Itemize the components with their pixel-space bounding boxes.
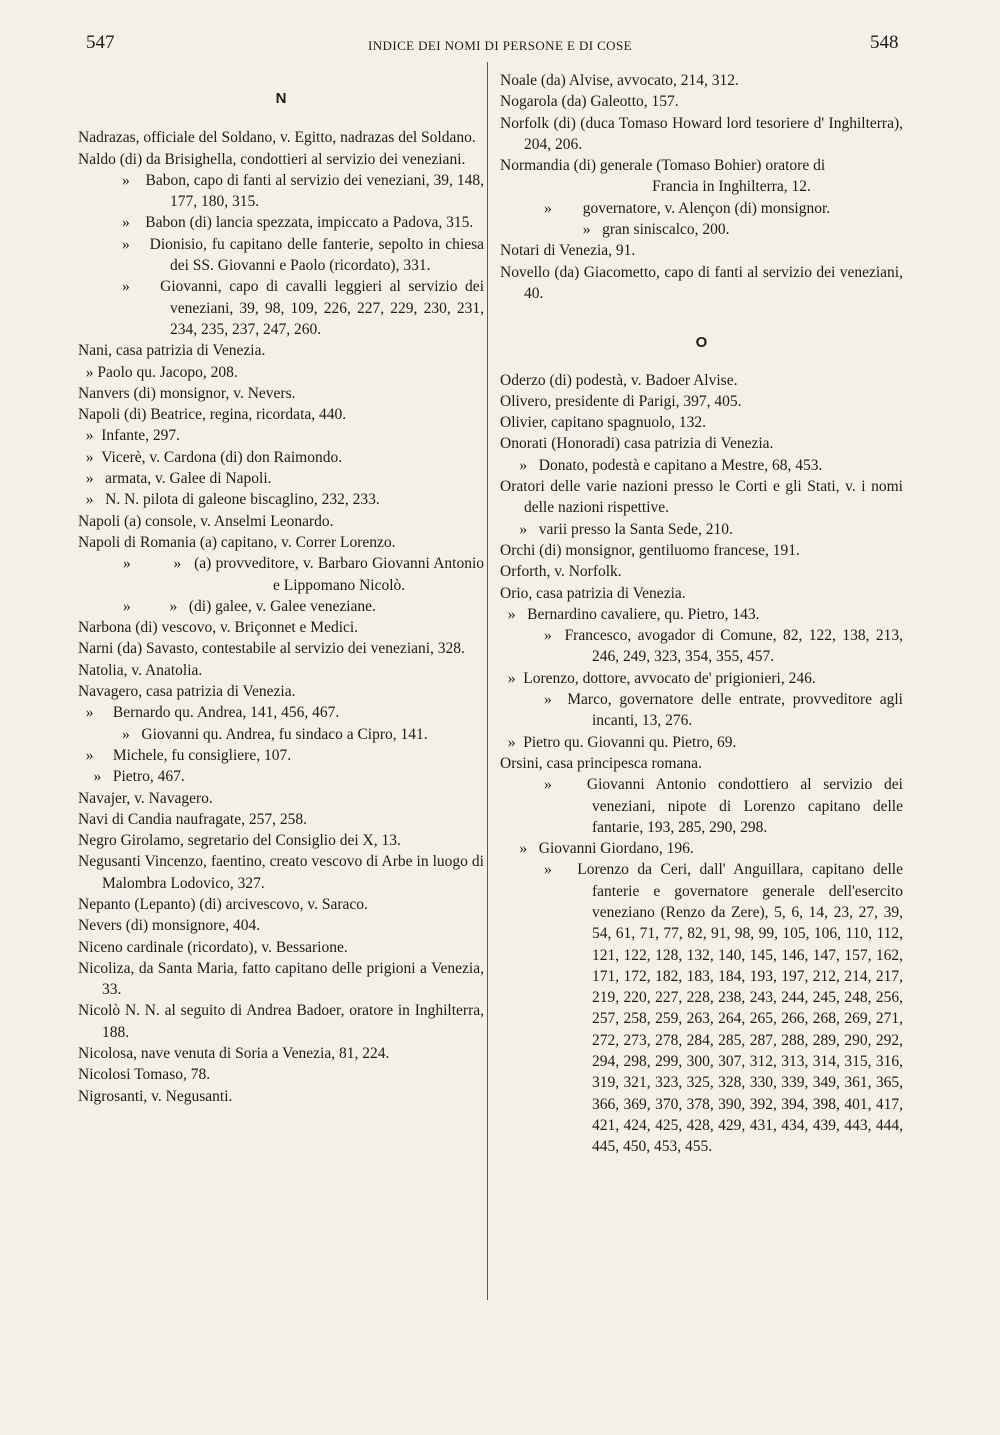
index-entry: Oratori delle varie nazioni presso le Corti e gli Stati, v. i nomi delle nazioni rispettive. [500,478,903,517]
index-entry: » Babon, capo di fanti al servizio dei veneziani, 39, 148, 177, 180, 315. [122,171,484,211]
column-divider [487,62,488,1300]
index-entry: » Vicerè, v. Cardona (di) don Raimondo. [78,448,343,466]
index-entry: Napoli (di) Beatrice, regina, ricordata, 440. [78,406,347,424]
index-entry: Nicolò N. N. al seguito di Andrea Badoer, oratore in Inghilterra, 188. [78,1002,484,1041]
index-entry: » Babon (di) lancia spezzata, impiccato a Padova, 315. [122,214,474,232]
index-entry: Orforth, v. Norfolk. [500,563,622,581]
index-entry: » Paolo qu. Jacopo, 208. [78,363,238,381]
index-entry: Nicolosa, nave venuta di Soria a Venezia, 81, 224. [78,1045,390,1063]
index-entry: Orio, casa patrizia di Venezia. [500,584,686,602]
index-entry: Navagero, casa patrizia di Venezia. [78,683,296,701]
page-number-right: 548 [870,32,899,53]
index-entry: Olivier, capitano spagnuolo, 132. [500,414,707,432]
index-entry: Nogarola (da) Galeotto, 157. [500,93,679,111]
index-entry: » Giovanni Antonio condottiero al servizio dei veneziani, nipote di Lorenzo capitano delle fantarie, 193, 285, 290, 298. [544,776,903,836]
index-entry: » Pietro, 467. [78,768,185,786]
index-entry: Novello (da) Giacometto, capo di fanti al servizio dei veneziani, 40. [500,263,903,302]
index-entry: Navi di Candia naufragate, 257, 258. [78,810,307,828]
index-entry: » gran siniscalco, 200. [544,221,730,239]
index-entry: Normandia (di) generale (Tomaso Bohier) oratore di [500,157,826,175]
index-entry: Nanvers (di) monsignor, v. Nevers. [78,384,296,402]
index-entry: Narbona (di) vescovo, v. Briçonnet e Medici. [78,619,359,637]
section-letter-n: N [275,90,287,107]
running-head: INDICE DEI NOMI DI PERSONE E DI COSE [368,38,632,53]
index-entry: » Infante, 297. [78,427,181,445]
index-entry: » Giovanni Giordano, 196. [500,840,694,858]
index-entry: Naldo (di) da Brisighella, condottieri al servizio dei veneziani. [78,150,466,168]
index-entry: » Bernardo qu. Andrea, 141, 456, 467. [78,704,340,722]
index-entry: Navajer, v. Navagero. [78,789,213,807]
index-entry: » Lorenzo da Ceri, dall' Anguillara, capitano delle fanterie e governatore generale dell'esercito veneziano (Renzo da Zere), 5, 6, 14, 23, 27, 39, 54, 61, 71, 77, 82, 91, 98, 99, 105, 106, 110, 112, 121, 122, 128, 132, 140, 145, 146, 147, 157, 162, 171, 172, 182, 183, 184, 193, 197, 212, 214, 217, 219, 220, 227, 228, 238, 243, 244, 245, 248, 256, 257, 258, 259, 263, 264, 265, 266, 268, 269, 271, 272, 273, 278, 284, 285, 287, 288, 289, 290, 292, 294, 298, 299, 300, 307, 312, 313, 314, 315, 316, 319, 321, 323, 325, 328, 330, 339, 349, 361, 365, 366, 369, 370, 378, 390, 392, 394, 398, 401, 417, 421, 424, 425, 428, 429, 431, 434, 439, 443, 444, 445, 450, 453, 455. [544,861,903,1156]
index-entry: Negro Girolamo, segretario del Consiglio dei X, 13. [78,832,401,850]
index-entries-n-left [78,127,484,1107]
index-entry: » Dionisio, fu capitano delle fanterie, sepolto in chiesa dei SS. Giovanni e Paolo (ricordato), 331. [122,235,484,275]
index-entry: Negusanti Vincenzo, faentino, creato vescovo di Arbe in luogo di Malombra Lodovico, 327. [78,853,484,892]
index-entry: Olivero, presidente di Parigi, 397, 405. [500,392,742,410]
index-entry: Nadrazas, officiale del Soldano, v. Egitto, nadrazas del Soldano. [78,129,476,147]
index-entry: Nani, casa patrizia di Venezia. [78,342,266,360]
index-entry: Oderzo (di) podestà, v. Badoer Alvise. [500,371,738,389]
index-entry: Nigrosanti, v. Negusanti. [78,1087,233,1105]
index-entry: » Donato, podestà e capitano a Mestre, 68, 453. [500,456,823,474]
index-entry: Narni (da) Savasto, contestabile al servizio dei veneziani, 328. [78,640,465,658]
index-entry: » Giovanni, capo di cavalli leggieri al servizio dei veneziani, 39, 98, 109, 226, 227, 229, 230, 231, 234, 235, 237, 247, 260. [122,278,484,338]
index-entries-n-right [500,70,903,304]
index-entry: » Marco, governatore delle entrate, provveditore agli incanti, 13, 276. [544,691,903,730]
index-entry: » armata, v. Galee di Napoli. [78,470,272,488]
index-entry: Onorati (Honoradi) casa patrizia di Venezia. [500,435,774,453]
index-entry: Orchi (di) monsignor, gentiluomo francese, 191. [500,541,800,559]
index-entry: » Giovanni qu. Andrea, fu sindaco a Cipro, 141. [122,725,428,743]
index-entry: Orsini, casa principesca romana. [500,754,702,772]
left-column [78,70,484,1107]
index-entry: » governatore, v. Alençon (di) monsignor. [544,199,831,217]
index-entry: Noale (da) Alvise, avvocato, 214, 312. [500,72,739,89]
index-entry: » » (di) galee, v. Galee veneziane. [123,597,376,615]
index-entry: Norfolk (di) (duca Tomaso Howard lord tesoriere d' Inghilterra), 204, 206. [500,114,903,153]
index-entry: Natolia, v. Anatolia. [78,661,203,679]
index-entry: » N. N. pilota di galeone biscaglino, 232, 233. [78,491,380,509]
page-number-left: 547 [86,32,115,53]
index-entry: » Pietro qu. Giovanni qu. Pietro, 69. [500,733,737,751]
index-entry: Nevers (di) monsignore, 404. [78,917,261,935]
index-entry: » Francesco, avogador di Comune, 82, 122, 138, 213, 246, 249, 323, 354, 355, 457. [544,627,903,666]
index-entry: » varii presso la Santa Sede, 210. [500,520,733,538]
index-entry: Nepanto (Lepanto) (di) arcivescovo, v. Saraco. [78,895,368,913]
index-entry: Niceno cardinale (ricordato), v. Bessarione. [78,938,348,956]
index-entry: » » (a) provveditore, v. Barbaro Giovanni Antonio e Lippomano Nicolò. [123,555,484,594]
index-entries-o [500,370,903,1158]
index-entry: » Lorenzo, dottore, avvocato de' prigionieri, 246. [500,669,816,687]
index-entry: Notari di Venezia, 91. [500,242,636,260]
index-entry: » Michele, fu consigliere, 107. [78,746,292,764]
index-entry: Napoli di Romania (a) capitano, v. Correr Lorenzo. [78,533,396,551]
index-entry: Nicolosi Tomaso, 78. [78,1066,211,1084]
index-entry: Francia in Inghilterra, 12. [652,178,811,196]
section-letter-o: O [695,334,708,352]
index-entry: Napoli (a) console, v. Anselmi Leonardo. [78,512,334,530]
index-entry: Nicoliza, da Santa Maria, fatto capitano delle prigioni a Venezia, 33. [78,959,484,999]
right-column [500,70,903,1158]
index-entry: » Bernardino cavaliere, qu. Pietro, 143. [500,605,760,623]
